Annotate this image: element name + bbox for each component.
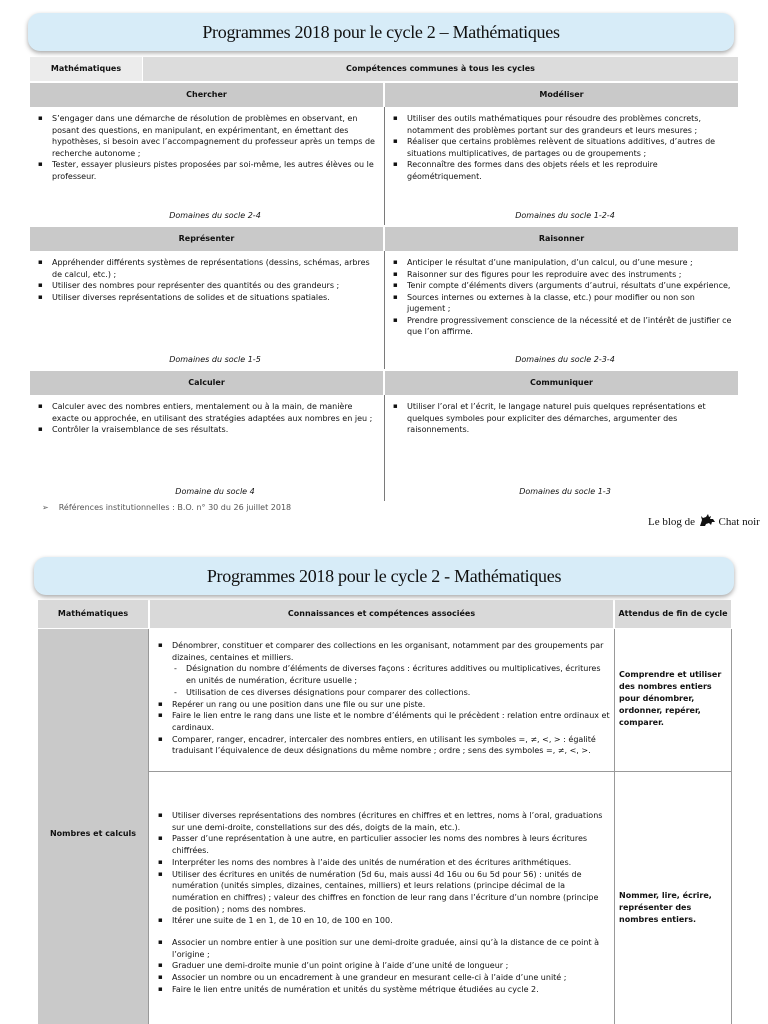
row-label-cell: [38, 629, 148, 1024]
socle-chercher: Domaines du socle 2-4: [169, 211, 261, 220]
blog-prefix: Le blog de: [648, 516, 696, 528]
cat-icon: [698, 513, 716, 527]
expected-block-1: Comprendre et utiliser des nombres entiers pour dénombrer, ordonner, repérer, comparer.: [619, 670, 722, 727]
references-text: Références institutionnelles : B.O. n° 30 du 26 juillet 2018: [58, 503, 292, 512]
section-body-calculer: [34, 401, 379, 436]
page-title: Programmes 2018 pour le cycle 2 – Mathématiques: [28, 13, 734, 51]
table-border: [148, 771, 732, 772]
section-header-representer: Représenter: [30, 227, 383, 251]
col-header-knowledge: Connaissances et compétences associées: [150, 600, 613, 628]
list-subitem: - Utilisation de ces diverses désignations pour comparer des collections.: [186, 687, 610, 699]
list-item: ▪ Interpréter les noms des nombres à l’aide des unités de numération et des écritures arithmétiques.: [172, 857, 610, 869]
list-item: ▪ Appréhender différents systèmes de représentations (dessins, schémas, arbres de calcul, etc.) ;: [52, 257, 379, 280]
references: [42, 503, 291, 512]
socle-calculer: Domaine du socle 4: [175, 487, 255, 496]
knowledge-block-2: [154, 810, 610, 996]
section-body-communiquer: [389, 401, 734, 436]
list-subitem: - Désignation du nombre d’éléments de diverses façons : écritures additives ou multiplicatives, écritures en unités de numération, écriture usuelle ;: [186, 663, 610, 686]
list-item: ▪ Sources internes ou externes à la classe, etc.) pour modifier ou non son jugement ;: [407, 292, 734, 315]
list-item: ▪ Faire le lien entre unités de numération et unités du système métrique étudiées au cycle 2.: [172, 984, 610, 996]
expected-block-2: Nommer, lire, écrire, représenter des nombres entiers.: [619, 891, 712, 924]
section-header-modeliser: Modéliser: [385, 83, 738, 107]
list-item: ▪ Associer un nombre ou un encadrement à une grandeur en mesurant celle-ci à l’aide d’une unité ;: [172, 972, 610, 984]
section-body-modeliser: [389, 113, 734, 182]
blog-signature: [648, 513, 760, 528]
list-item: ▪ Itérer une suite de 1 en 1, de 10 en 10, de 100 en 100.: [172, 915, 610, 927]
section-header-communiquer: Communiquer: [385, 371, 738, 395]
list-item: ▪ Repérer un rang ou une position dans une file ou sur une piste.: [172, 699, 610, 711]
arrow-bullet-icon: ➢: [42, 503, 49, 512]
column-divider: [384, 395, 385, 501]
list-item: ▪ Tenir compte d’éléments divers (arguments d’autrui, résultats d’une expérience,: [407, 280, 734, 292]
list-item: ▪ Passer d’une représentation à une autre, en particulier associer les noms des nombres à leurs écritures chiffrées.: [172, 833, 610, 856]
table-border: [731, 629, 732, 1024]
list-item: ▪ Utiliser des nombres pour représenter des quantités ou des grandeurs ;: [52, 280, 379, 292]
list-item: ▪ Tester, essayer plusieurs pistes proposées par soi-même, les autres élèves ou le professeur.: [52, 159, 379, 182]
list-item: ▪ Comparer, ranger, encadrer, intercaler des nombres entiers, en utilisant les symboles =, ≠, <, > : égalité traduisant l’équivalence de deux désignations du même nombre ; ordre ; sens des symboles =, ≠, <, >.: [172, 734, 610, 757]
col-header-subject: Mathématiques: [38, 600, 148, 628]
list-item: ▪ Graduer une demi-droite munie d’un point origine à l’aide d’une unité de longueur ;: [172, 960, 610, 972]
column-divider: [384, 251, 385, 369]
list-item: ▪ Associer un nombre entier à une position sur une demi-droite graduée, ainsi qu’à la distance de ce point à l’origine ;: [172, 937, 610, 960]
list-item: ▪ Calculer avec des nombres entiers, mentalement ou à la main, de manière exacte ou approchée, en utilisant des stratégies adaptées aux nombres en jeu ;: [52, 401, 379, 424]
list-item: ▪ Utiliser l’oral et l’écrit, le langage naturel puis quelques représentations et quelques symboles pour expliciter des démarches, argumenter des raisonnements.: [407, 401, 734, 436]
blog-name: Chat noir: [718, 516, 760, 528]
section-body-raisonner: [389, 257, 734, 338]
list-item: ▪ Contrôler la vraisemblance de ses résultats.: [52, 424, 379, 436]
section-header-chercher: Chercher: [30, 83, 383, 107]
section-header-raisonner: Raisonner: [385, 227, 738, 251]
knowledge-block-1: [154, 640, 610, 757]
list-item: ▪ S’engager dans une démarche de résolution de problèmes en observant, en posant des questions, en manipulant, en expérimentant, en émettant des hypothèses, si besoin avec l’accompagnement du professeur après un temps de recherche autonome ;: [52, 113, 379, 159]
socle-raisonner: Domaines du socle 2-3-4: [515, 355, 615, 364]
table-border: [614, 629, 615, 1024]
section-body-representer: [34, 257, 379, 303]
list-item: ▪ Reconnaître des formes dans des objets réels et les reproduire géométriquement.: [407, 159, 734, 182]
section-header-calculer: Calculer: [30, 371, 383, 395]
common-header: Compétences communes à tous les cycles: [143, 57, 738, 81]
list-item: ▪ Raisonner sur des figures pour les reproduire avec des instruments ;: [407, 269, 734, 281]
table-border: [148, 629, 149, 1024]
list-item: ▪ Utiliser des écritures en unités de numération (5d 6u, mais aussi 4d 16u ou 6u 5d pour 56) : unités de numération (unités simples, dizaines, centaines, milliers) et leurs relations (principe décimal de la numération en chiffres) ; valeur des chiffres en fonction de leur rang dans l’écriture d’un nombre (principe de position) ; noms des nombres.: [172, 869, 610, 916]
page-title-2: Programmes 2018 pour le cycle 2 - Mathématiques: [34, 557, 734, 595]
list-item: ▪ Prendre progressivement conscience de la nécessité et de l’intérêt de justifier ce que l’on affirme.: [407, 315, 734, 338]
list-item: ▪ Utiliser diverses représentations des nombres (écritures en chiffres et en lettres, noms à l’oral, graduations sur une demi-droite, constellations sur des dés, doigts de la main, etc.).: [172, 810, 610, 833]
list-item: ▪ Utiliser diverses représentations de solides et de situations spatiales.: [52, 292, 379, 304]
list-item: ▪ Réaliser que certains problèmes relèvent de situations additives, d’autres de situations multiplicatives, de partages ou de groupements ;: [407, 136, 734, 159]
row-label: Nombres et calculs: [49, 829, 137, 838]
socle-communiquer: Domaines du socle 1-3: [519, 487, 611, 496]
section-body-chercher: [34, 113, 379, 182]
col-header-expected: Attendus de fin de cycle: [615, 600, 731, 628]
list-item: ▪ Utiliser des outils mathématiques pour résoudre des problèmes concrets, notamment des problèmes portant sur des grandeurs et leurs mesures ;: [407, 113, 734, 136]
subject-label: Mathématiques: [30, 57, 142, 81]
socle-representer: Domaines du socle 1-5: [169, 355, 261, 364]
list-item: ▪ Faire le lien entre le rang dans une liste et le nombre d’éléments qui le précèdent : relation entre ordinaux et cardinaux.: [172, 710, 610, 733]
socle-modeliser: Domaines du socle 1-2-4: [515, 211, 615, 220]
column-divider: [384, 107, 385, 225]
list-item: ▪ Anticiper le résultat d’une manipulation, d’un calcul, ou d’une mesure ;: [407, 257, 734, 269]
list-item: ▪ Dénombrer, constituer et comparer des collections en les organisant, notamment par des groupements par dizaines, centaines et milliers.: [172, 640, 610, 663]
